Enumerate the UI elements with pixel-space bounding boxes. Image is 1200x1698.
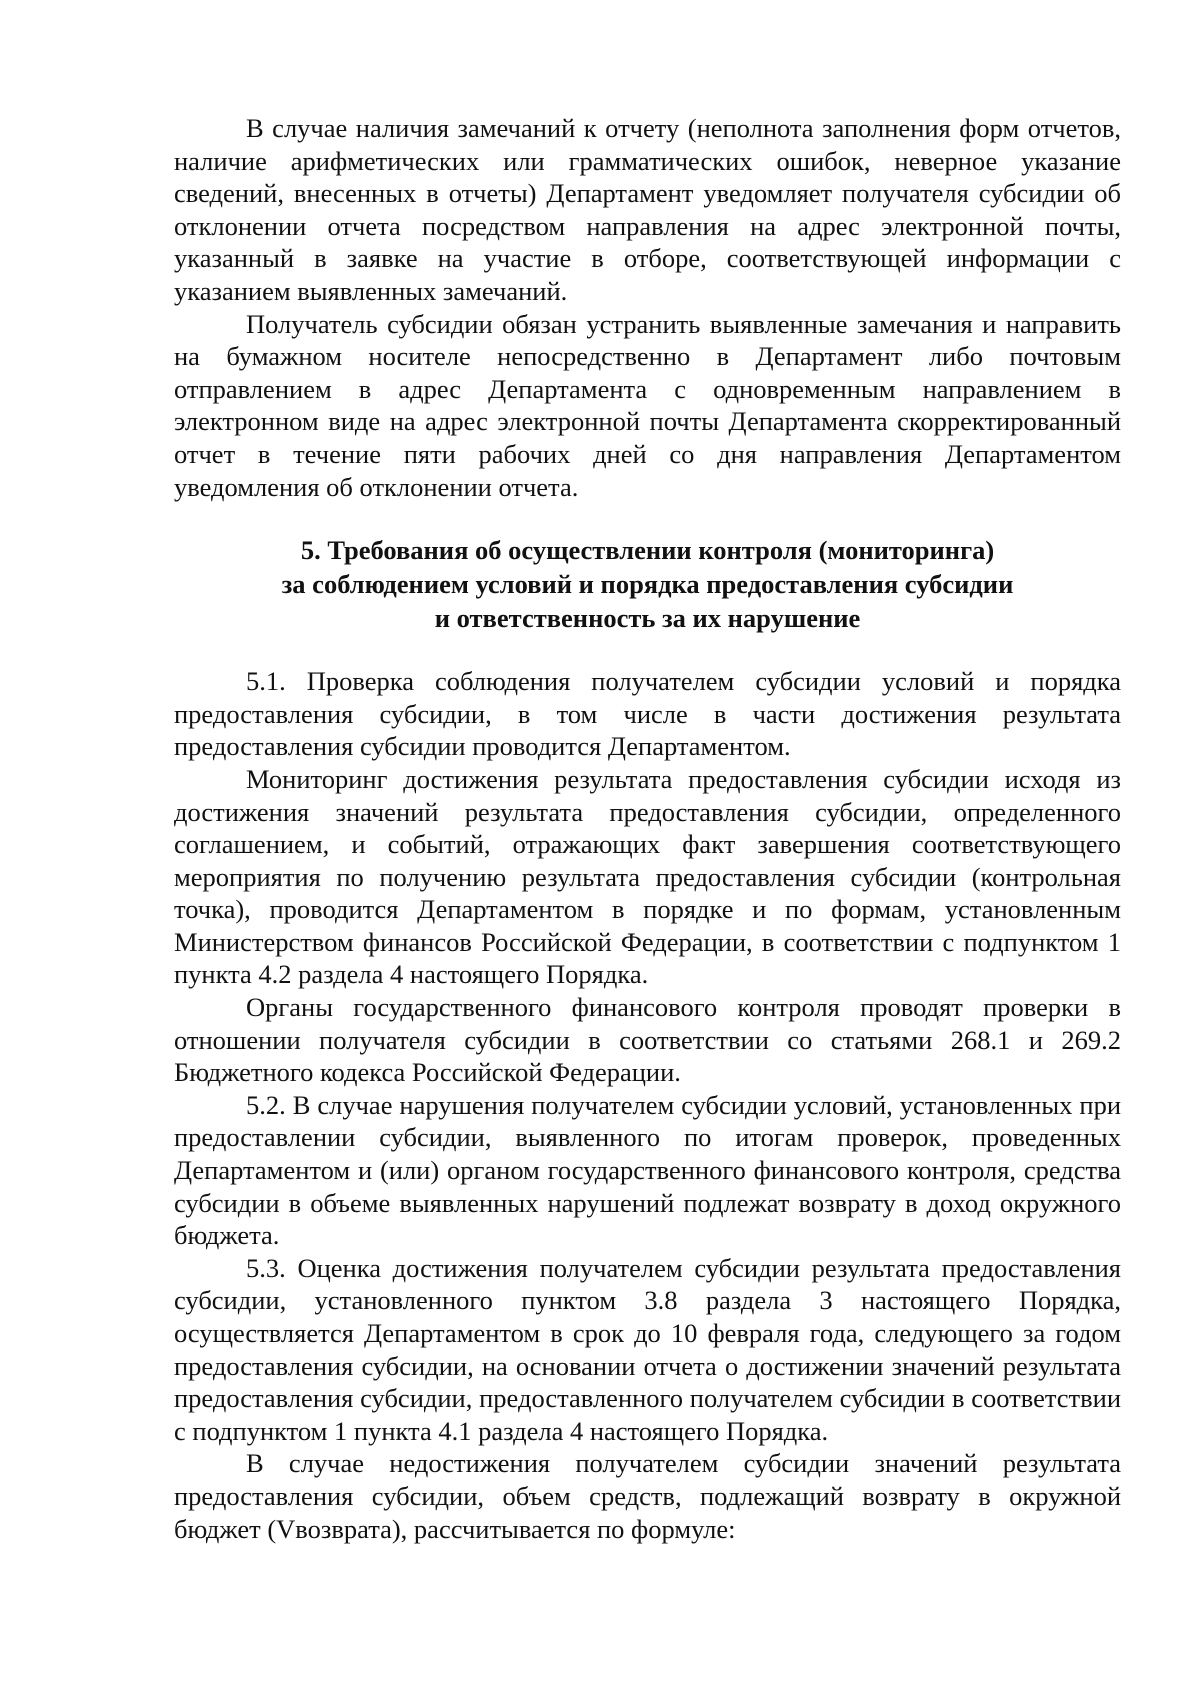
paragraph-correction-obligation: Получатель субсидии обязан устранить выявленные замечания и направить на бумажном носителе непосредственно в Департамент либо почтовым отправлением в адрес Департамента с одновременным направлением в электронном виде на адрес электронной почты Департамента скорректированный отчет в течение пяти рабочих дней со дня направления Департаментом уведомления об отклонении отчета. <box>174 308 1121 502</box>
paragraph-control-bodies: Органы государственного финансового контроля проводят проверки в отношении получателя субсидии в соответствии со статьями 268.1 и 269.2 Бюджетного кодекса Российской Федерации. <box>174 992 1121 1088</box>
paragraph-5-2: 5.2. В случае нарушения получателем субсидии условий, установленных при предоставлении субсидии, выявленного по итогам проверок, проведенных Департаментом и (или) органом государственного финансового контроля, средства субсидии в объеме выявленных нарушений подлежат возврату в доход окружного бюджета. <box>174 1089 1121 1251</box>
paragraph-monitoring: Мониторинг достижения результата предоставления субсидии исходя из достижения значений результата предоставления субсидии, определенного соглашением, и событий, отражающих факт завершения соответствующего мероприятия по получению результата предоставления субсидии (контрольная точка), проводится Департаментом в порядке и по формам, установленным Министерством финансов Российской Федерации, в соответствии с подпунктом 1 пункта 4.2 раздела 4 настоящего Порядка. <box>174 763 1121 990</box>
document-page <box>174 112 1121 1545</box>
paragraph-remarks-notice: В случае наличия замечаний к отчету (неполнота заполнения форм отчетов, наличие арифметических или грамматических ошибок, неверное указание сведений, внесенных в отчеты) Департамент уведомляет получателя субсидии об отклонении отчета посредством направления на адрес электронной почты, указанный в заявке на участие в отборе, соответствующей информации с указанием выявленных замечаний. <box>174 113 1121 306</box>
section-heading <box>174 533 1121 635</box>
paragraph-5-3: 5.3. Оценка достижения получателем субсидии результата предоставления субсидии, установленного пунктом 3.8 раздела 3 настоящего Порядка, осуществляется Департаментом в срок до 10 февраля года, следующего за годом предоставления субсидии, на основании отчета о достижении значений результата предоставления субсидии, предоставленного получателем субсидии в соответствии с подпунктом 1 пункта 4.1 раздела 4 настоящего Порядка. <box>174 1252 1121 1446</box>
section-heading-line-2: за соблюдением условий и порядка предоставления субсидии <box>281 569 1014 600</box>
section-heading-line-1: 5. Требования об осуществлении контроля (мониторинга) <box>300 535 995 566</box>
section-heading-line-3: и ответственность за их нарушение <box>434 603 861 634</box>
paragraph-5-1: 5.1. Проверка соблюдения получателем субсидии условий и порядка предоставления субсидии, в том числе в части достижения результата предоставления субсидии проводится Департаментом. <box>174 666 1121 762</box>
paragraph-refund-formula: В случае недостижения получателем субсидии значений результата предоставления субсидии, объем средств, подлежащий возврату в окружной бюджет (Vвозврата), рассчитывается по формуле: <box>174 1448 1121 1544</box>
